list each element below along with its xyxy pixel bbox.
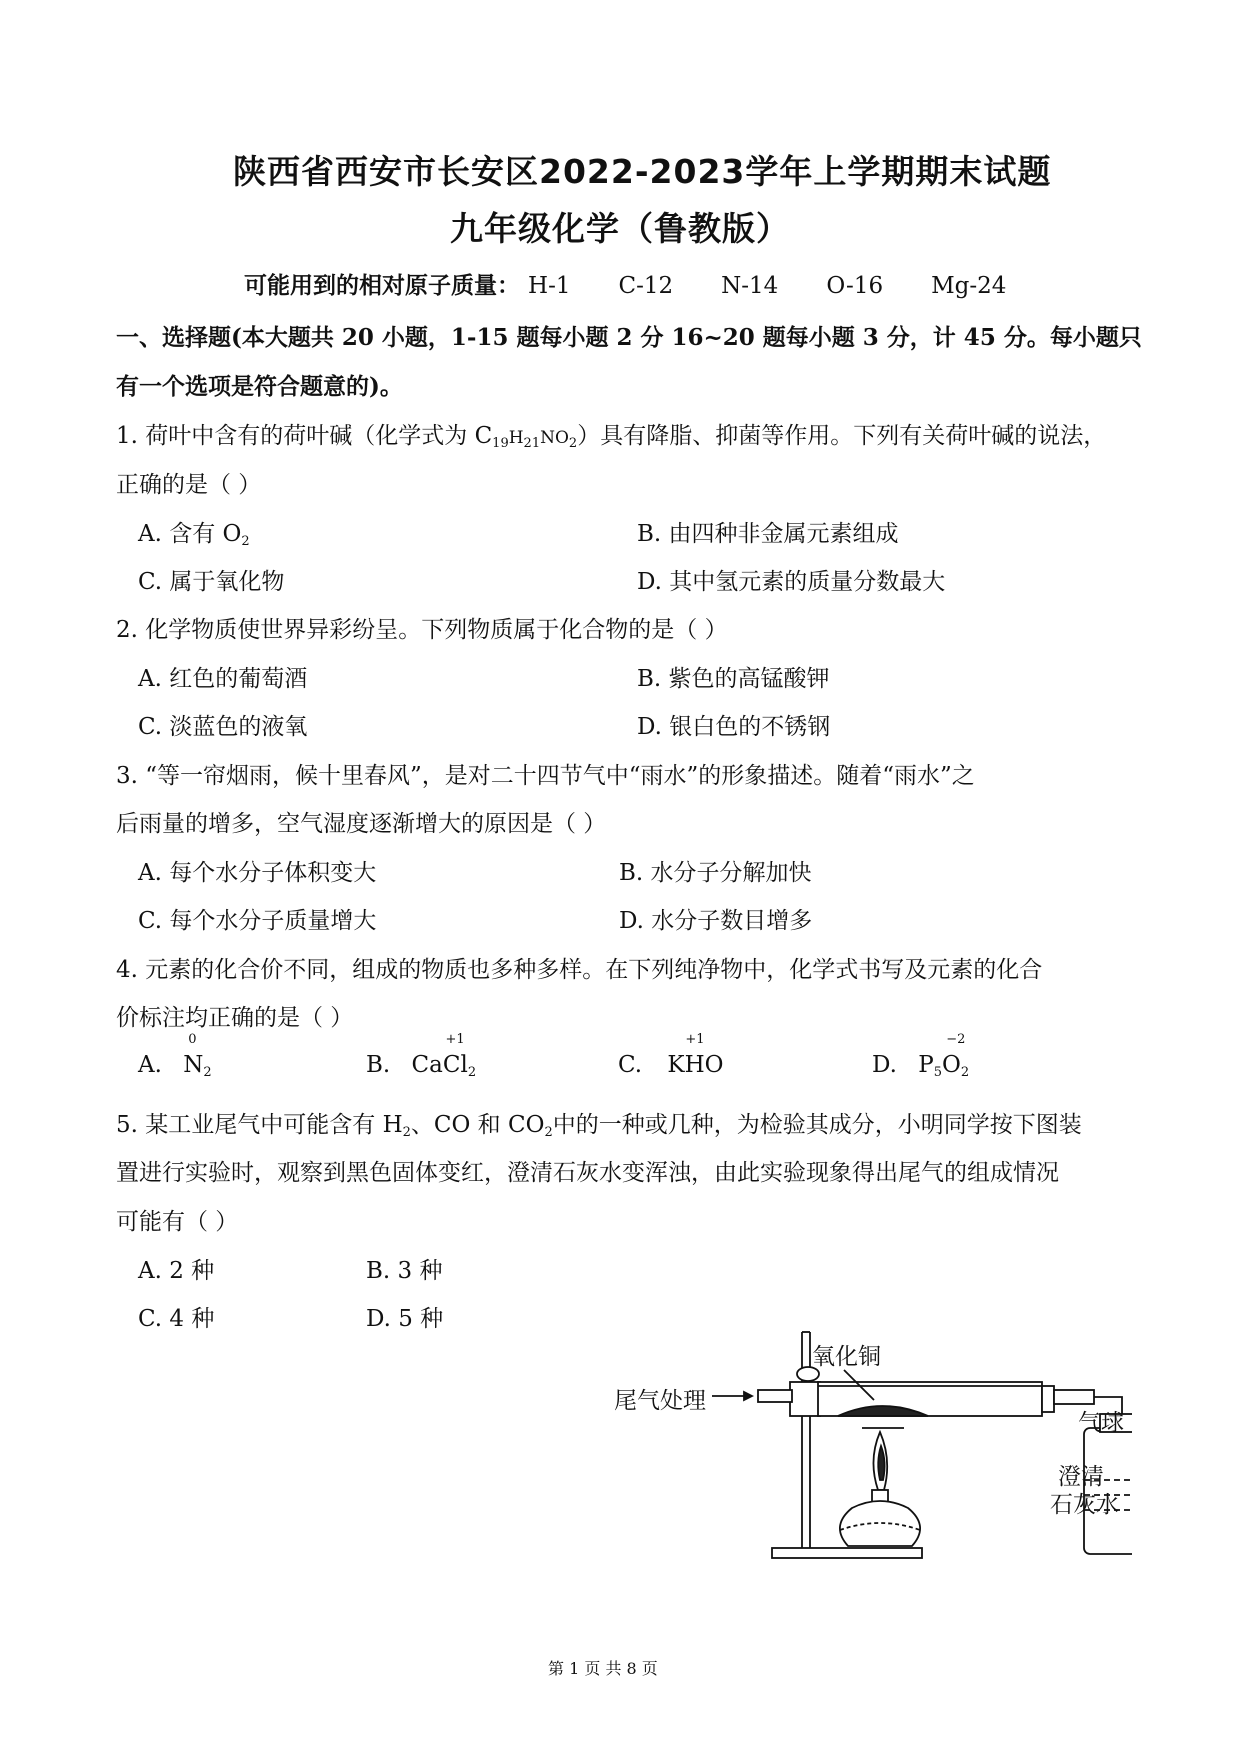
- atomic-masses: [244, 267, 1006, 300]
- q5-sub: 2: [544, 1125, 553, 1140]
- subscript: 5: [933, 1065, 943, 1080]
- q5-sub: 2: [402, 1125, 411, 1140]
- q2-option-b: B. 紫色的高锰酸钾: [637, 666, 830, 692]
- stand-base: [772, 1548, 922, 1558]
- mass-n: N-14: [721, 273, 779, 299]
- q1-option-c: C. 属于氧化物: [138, 569, 285, 595]
- element-symbol: P: [918, 1052, 934, 1078]
- section1-instruction-line2: 有一个选项是符合题意的)。: [116, 373, 403, 400]
- element-symbol: H: [684, 1052, 705, 1078]
- q4-option-c: [618, 1032, 724, 1078]
- mass-mg: Mg-24: [931, 273, 1007, 299]
- element-symbol: N: [183, 1052, 204, 1078]
- page-subtitle: 九年级化学（鲁教版）: [450, 209, 790, 248]
- q5-stem-line2: 置进行实验时，观察到黑色固体变红，澄清石灰水变浑浊，由此实验现象得出尾气的组成情况: [116, 1160, 1059, 1186]
- valence-mark: −2: [946, 1032, 966, 1047]
- element-symbol: K: [667, 1052, 685, 1078]
- valence-mark: +1: [685, 1032, 705, 1047]
- element-symbol: Ca: [411, 1052, 443, 1078]
- q3-option-d: D. 水分子数目增多: [619, 908, 813, 934]
- q5-text: 、CO 和 CO: [410, 1112, 545, 1138]
- q1-text: ）具有降脂、抑菌等作用。下列有关荷叶碱的说法，: [577, 423, 1107, 449]
- element-symbol: O: [704, 1052, 724, 1078]
- q2-option-c: C. 淡蓝色的液氧: [138, 714, 308, 740]
- q1-h: H: [508, 428, 524, 448]
- q1-stem-line1: [116, 417, 1106, 451]
- clamp: [790, 1382, 820, 1416]
- figure-label-lime: 石灰水: [1050, 1492, 1119, 1518]
- q1-option-a-sub: 2: [241, 534, 250, 549]
- figure-label-tail: 尾气处理: [614, 1388, 706, 1414]
- q5-option-c: C. 4 种: [138, 1306, 215, 1332]
- q3-stem-line1: 3. “等一帘烟雨，候十里春风”，是对二十四节气中“雨水”的形象描述。随着“雨水”之: [116, 763, 975, 789]
- figure-label-oxide: 氧化铜: [812, 1344, 881, 1370]
- subscript: 2: [960, 1065, 970, 1080]
- q5-option-b: B. 3 种: [366, 1258, 443, 1284]
- figure-label-balloon: 气球: [1078, 1410, 1124, 1436]
- q5-option-d: D. 5 种: [366, 1306, 444, 1332]
- q4-option-c-formula: [667, 1032, 724, 1078]
- q2-option-a: A. 红色的葡萄酒: [138, 666, 308, 692]
- q4-option-a-label: A.: [138, 1052, 162, 1078]
- subscript: 2: [203, 1065, 212, 1080]
- q4-option-d: [872, 1032, 970, 1080]
- q4-stem-line1: 4. 元素的化合价不同，组成的物质也多种多样。在下列纯净物中，化学式书写及元素的化合: [116, 957, 1043, 983]
- page-title: 陕西省西安市长安区2022-2023学年上学期期末试题: [233, 152, 1052, 191]
- subscript: 2: [467, 1065, 477, 1080]
- q5-text: 中的一种或几种，为检验其成分，小明同学按下图装: [552, 1112, 1082, 1138]
- q4-option-b: [366, 1032, 477, 1080]
- q3-stem-line2: 后雨量的增多，空气湿度逐渐增大的原因是（ ）: [116, 811, 607, 837]
- q1-option-d: D. 其中氢元素的质量分数最大: [637, 569, 946, 595]
- page-footer: 第 1 页 共 8 页: [548, 1659, 658, 1678]
- q4-option-a: [138, 1032, 212, 1080]
- q4-option-a-formula: [183, 1032, 212, 1080]
- alcohol-lamp: [840, 1501, 920, 1546]
- element-symbol: O: [942, 1052, 961, 1078]
- q5-text: 5. 某工业尾气中可能含有 H: [116, 1112, 403, 1138]
- q5-option-a: A. 2 种: [138, 1258, 215, 1284]
- section1-instruction-line1: 一、选择题(本大题共 20 小题，1-15 题每小题 2 分 16~20 题每小题 3 分，计 45 分。每小题只: [116, 324, 1142, 351]
- q4-option-b-label: B.: [366, 1052, 391, 1078]
- q4-option-d-label: D.: [872, 1052, 897, 1078]
- q4-stem-line2: 价标注均正确的是（ ）: [116, 1005, 354, 1031]
- q2-option-d: D. 银白色的不锈钢: [637, 714, 831, 740]
- q4-option-b-formula: [411, 1032, 477, 1080]
- q1-no: NO: [540, 428, 569, 448]
- q3-option-b: B. 水分子分解加快: [619, 860, 812, 886]
- q1-stem-line2: 正确的是（ ）: [116, 472, 262, 498]
- q5-stem-line1: [116, 1106, 1082, 1140]
- mass-o: O-16: [826, 273, 884, 299]
- q1-sub: 19: [492, 436, 509, 451]
- figure-label-clear: 澄清: [1058, 1464, 1104, 1490]
- q1-sub: 21: [523, 436, 541, 451]
- q2-stem: 2. 化学物质使世界异彩纷呈。下列物质属于化合物的是（ ）: [116, 617, 728, 643]
- mass-h: H-1: [528, 273, 571, 299]
- q1-option-b: B. 由四种非金属元素组成: [637, 521, 899, 547]
- q4-option-c-label: C.: [618, 1052, 643, 1078]
- mass-c: C-12: [618, 273, 674, 299]
- q4-option-d-formula: [918, 1032, 970, 1080]
- q1-option-a: [138, 515, 250, 549]
- q1-option-a-text: A. 含有 O: [138, 521, 242, 547]
- q3-option-a: A. 每个水分子体积变大: [138, 860, 377, 886]
- valence-mark: 0: [188, 1032, 197, 1047]
- valence-mark: +1: [445, 1032, 465, 1047]
- q5-stem-line3: 可能有（ ）: [116, 1209, 239, 1235]
- element-symbol: Cl: [442, 1052, 468, 1078]
- atomic-masses-label: 可能用到的相对原子质量：: [244, 272, 520, 299]
- q1-sub: 2: [568, 436, 578, 451]
- q3-option-c: C. 每个水分子质量增大: [138, 908, 377, 934]
- q1-text: 1. 荷叶中含有的荷叶碱（化学式为 C: [116, 423, 493, 449]
